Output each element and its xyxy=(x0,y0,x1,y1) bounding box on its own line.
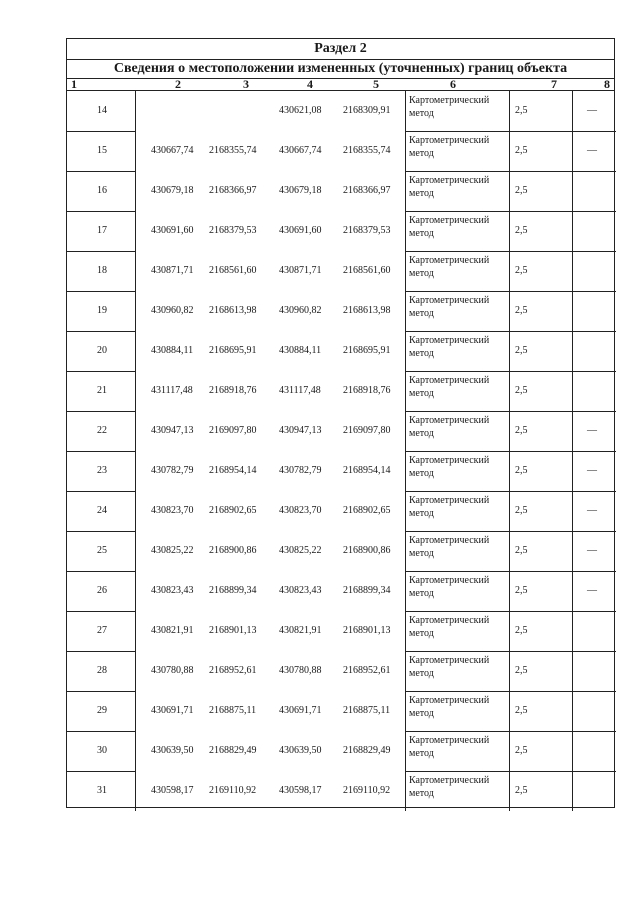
cell-y-refined: 2168954,14 xyxy=(343,465,391,476)
method-line-2: метод xyxy=(409,268,434,279)
row-divider xyxy=(67,731,135,732)
cell-y-refined: 2168902,65 xyxy=(343,505,391,516)
cell-method xyxy=(409,611,507,651)
cell-y-existing: 2168918,76 xyxy=(209,385,257,396)
table-body xyxy=(67,91,614,809)
row-divider xyxy=(67,451,135,452)
method-line-1: Картометрический xyxy=(409,735,490,746)
method-line-1: Картометрический xyxy=(409,215,490,226)
cell-method xyxy=(409,131,507,171)
method-line-1: Картометрический xyxy=(409,375,490,386)
cell-x-existing: 430780,88 xyxy=(151,665,194,676)
cell-x-refined: 430782,79 xyxy=(279,465,322,476)
row-divider xyxy=(405,171,616,172)
cell-description xyxy=(577,331,607,371)
cell-y-refined: 2168875,11 xyxy=(343,705,391,716)
cell-accuracy: 2,5 xyxy=(515,545,528,556)
cell-x-existing: 430679,18 xyxy=(151,185,194,196)
cell-accuracy: 2,5 xyxy=(515,625,528,636)
cell-x-refined: 430598,17 xyxy=(279,785,322,796)
table-row xyxy=(67,291,614,331)
cell-y-existing: 2168366,97 xyxy=(209,185,257,196)
method-line-2: метод xyxy=(409,508,434,519)
method-line-2: метод xyxy=(409,108,434,119)
cell-x-existing: 430960,82 xyxy=(151,305,194,316)
row-divider xyxy=(405,331,616,332)
cell-x-refined: 430823,43 xyxy=(279,585,322,596)
cell-description xyxy=(577,611,607,651)
cell-point-number: 22 xyxy=(97,425,107,436)
cell-x-existing: 430947,13 xyxy=(151,425,194,436)
row-divider xyxy=(405,691,616,692)
table-row xyxy=(67,171,614,211)
cell-y-existing: 2168829,49 xyxy=(209,745,257,756)
method-line-1: Картометрический xyxy=(409,535,490,546)
column-header-3: 3 xyxy=(243,77,249,91)
cell-x-refined: 430667,74 xyxy=(279,145,322,156)
cell-y-refined: 2168379,53 xyxy=(343,225,391,236)
cell-x-refined: 430947,13 xyxy=(279,425,322,436)
cell-description xyxy=(577,251,607,291)
table-row xyxy=(67,131,614,171)
cell-accuracy: 2,5 xyxy=(515,345,528,356)
method-line-1: Картометрический xyxy=(409,95,490,106)
method-line-2: метод xyxy=(409,148,434,159)
cell-y-refined: 2168918,76 xyxy=(343,385,391,396)
cell-y-refined: 2168561,60 xyxy=(343,265,391,276)
column-header-1: 1 xyxy=(71,77,77,91)
cell-description xyxy=(577,771,607,811)
cell-accuracy: 2,5 xyxy=(515,465,528,476)
cell-accuracy: 2,5 xyxy=(515,305,528,316)
row-divider xyxy=(405,371,616,372)
table-row xyxy=(67,651,614,691)
cell-y-refined: 2168900,86 xyxy=(343,545,391,556)
cell-method xyxy=(409,691,507,731)
method-line-1: Картометрический xyxy=(409,255,490,266)
cell-y-refined: 2168695,91 xyxy=(343,345,391,356)
cell-x-refined: 430823,70 xyxy=(279,505,322,516)
cell-point-number: 26 xyxy=(97,585,107,596)
cell-x-existing: 430823,43 xyxy=(151,585,194,596)
cell-accuracy: 2,5 xyxy=(515,505,528,516)
row-divider xyxy=(67,531,135,532)
cell-point-number: 24 xyxy=(97,505,107,516)
row-divider xyxy=(67,331,135,332)
cell-y-existing: 2168902,65 xyxy=(209,505,257,516)
cell-x-existing: 430871,71 xyxy=(151,265,194,276)
cell-accuracy: 2,5 xyxy=(515,785,528,796)
cell-y-existing: 2168695,91 xyxy=(209,345,257,356)
cell-accuracy: 2,5 xyxy=(515,425,528,436)
method-line-1: Картометрический xyxy=(409,615,490,626)
cell-y-existing: 2168952,61 xyxy=(209,665,257,676)
cell-description: — xyxy=(587,105,597,116)
cell-accuracy: 2,5 xyxy=(515,745,528,756)
cell-y-refined: 2168355,74 xyxy=(343,145,391,156)
column-divider xyxy=(135,91,136,811)
cell-y-existing: 2168875,11 xyxy=(209,705,257,716)
cell-x-existing: 430639,50 xyxy=(151,745,194,756)
cell-y-refined: 2168952,61 xyxy=(343,665,391,676)
cell-accuracy: 2,5 xyxy=(515,225,528,236)
coordinates-table xyxy=(66,38,615,808)
method-line-1: Картометрический xyxy=(409,135,490,146)
cell-point-number: 19 xyxy=(97,305,107,316)
table-row xyxy=(67,771,614,811)
cell-x-existing: 430667,74 xyxy=(151,145,194,156)
cell-y-existing: 2168900,86 xyxy=(209,545,257,556)
row-divider xyxy=(405,131,616,132)
cell-point-number: 27 xyxy=(97,625,107,636)
row-divider xyxy=(405,611,616,612)
method-line-1: Картометрический xyxy=(409,575,490,586)
cell-x-refined: 430884,11 xyxy=(279,345,322,356)
cell-x-refined: 430780,88 xyxy=(279,665,322,676)
cell-point-number: 18 xyxy=(97,265,107,276)
cell-y-refined: 2168901,13 xyxy=(343,625,391,636)
method-line-1: Картометрический xyxy=(409,775,490,786)
cell-method xyxy=(409,531,507,571)
cell-description: — xyxy=(587,585,597,596)
row-divider xyxy=(67,291,135,292)
table-row xyxy=(67,411,614,451)
cell-method xyxy=(409,491,507,531)
method-line-2: метод xyxy=(409,188,434,199)
cell-y-existing: 2168355,74 xyxy=(209,145,257,156)
table-row xyxy=(67,331,614,371)
cell-y-existing: 2169097,80 xyxy=(209,425,257,436)
cell-point-number: 20 xyxy=(97,345,107,356)
cell-method xyxy=(409,291,507,331)
cell-x-refined: 430821,91 xyxy=(279,625,322,636)
column-header-row xyxy=(67,78,614,91)
cell-x-existing: 430691,60 xyxy=(151,225,194,236)
cell-y-refined: 2168899,34 xyxy=(343,585,391,596)
method-line-1: Картометрический xyxy=(409,335,490,346)
row-divider xyxy=(67,691,135,692)
cell-method xyxy=(409,411,507,451)
row-divider xyxy=(67,131,135,132)
cell-method xyxy=(409,91,507,131)
cell-y-refined: 2168829,49 xyxy=(343,745,391,756)
cell-y-refined: 2169097,80 xyxy=(343,425,391,436)
cell-accuracy: 2,5 xyxy=(515,385,528,396)
cell-description: — xyxy=(587,145,597,156)
cell-x-refined: 430621,08 xyxy=(279,105,322,116)
row-divider xyxy=(67,371,135,372)
cell-x-refined: 430960,82 xyxy=(279,305,322,316)
row-divider xyxy=(67,611,135,612)
method-line-2: метод xyxy=(409,588,434,599)
row-divider xyxy=(67,411,135,412)
cell-y-existing: 2168901,13 xyxy=(209,625,257,636)
table-row xyxy=(67,491,614,531)
method-line-1: Картометрический xyxy=(409,655,490,666)
cell-y-existing: 2168561,60 xyxy=(209,265,257,276)
row-divider xyxy=(405,531,616,532)
method-line-2: метод xyxy=(409,748,434,759)
cell-x-refined: 430871,71 xyxy=(279,265,322,276)
cell-method xyxy=(409,371,507,411)
cell-point-number: 30 xyxy=(97,745,107,756)
cell-y-refined: 2169110,92 xyxy=(343,785,391,796)
cell-description: — xyxy=(587,505,597,516)
cell-method xyxy=(409,651,507,691)
cell-x-existing: 431117,48 xyxy=(151,385,193,396)
method-line-2: метод xyxy=(409,308,434,319)
cell-description xyxy=(577,651,607,691)
row-divider xyxy=(67,211,135,212)
cell-point-number: 28 xyxy=(97,665,107,676)
cell-method xyxy=(409,211,507,251)
cell-method xyxy=(409,331,507,371)
table-row xyxy=(67,211,614,251)
cell-x-refined: 430691,71 xyxy=(279,705,322,716)
method-line-1: Картометрический xyxy=(409,295,490,306)
cell-accuracy: 2,5 xyxy=(515,105,528,116)
method-line-2: метод xyxy=(409,348,434,359)
cell-x-existing: 430821,91 xyxy=(151,625,194,636)
column-header-7: 7 xyxy=(551,77,557,91)
cell-y-existing: 2168899,34 xyxy=(209,585,257,596)
table-row xyxy=(67,531,614,571)
cell-point-number: 25 xyxy=(97,545,107,556)
cell-accuracy: 2,5 xyxy=(515,185,528,196)
cell-accuracy: 2,5 xyxy=(515,585,528,596)
cell-method xyxy=(409,451,507,491)
cell-accuracy: 2,5 xyxy=(515,145,528,156)
cell-x-existing: 430598,17 xyxy=(151,785,194,796)
cell-description xyxy=(577,171,607,211)
cell-y-existing: 2168954,14 xyxy=(209,465,257,476)
row-divider xyxy=(67,171,135,172)
cell-description: — xyxy=(587,465,597,476)
column-header-6: 6 xyxy=(450,77,456,91)
cell-description: — xyxy=(587,545,597,556)
cell-x-refined: 430639,50 xyxy=(279,745,322,756)
method-line-1: Картометрический xyxy=(409,455,490,466)
row-divider xyxy=(405,211,616,212)
column-header-5: 5 xyxy=(373,77,379,91)
cell-accuracy: 2,5 xyxy=(515,705,528,716)
row-divider xyxy=(405,571,616,572)
method-line-2: метод xyxy=(409,228,434,239)
cell-description xyxy=(577,691,607,731)
cell-y-refined: 2168309,91 xyxy=(343,105,391,116)
cell-y-existing: 2168613,98 xyxy=(209,305,257,316)
cell-x-existing: 430782,79 xyxy=(151,465,194,476)
cell-y-refined: 2168366,97 xyxy=(343,185,391,196)
cell-method xyxy=(409,731,507,771)
method-line-2: метод xyxy=(409,708,434,719)
row-divider xyxy=(405,291,616,292)
table-row xyxy=(67,611,614,651)
cell-point-number: 21 xyxy=(97,385,107,396)
column-header-4: 4 xyxy=(307,77,313,91)
column-header-2: 2 xyxy=(175,77,181,91)
section-subtitle: Сведения о местоположении измененных (уточненных) границ объекта xyxy=(67,59,614,79)
method-line-1: Картометрический xyxy=(409,495,490,506)
method-line-2: метод xyxy=(409,388,434,399)
cell-y-existing: 2169110,92 xyxy=(209,785,257,796)
method-line-1: Картометрический xyxy=(409,415,490,426)
method-line-2: метод xyxy=(409,628,434,639)
row-divider xyxy=(67,771,135,772)
table-row xyxy=(67,691,614,731)
cell-point-number: 29 xyxy=(97,705,107,716)
table-row xyxy=(67,451,614,491)
cell-point-number: 31 xyxy=(97,785,107,796)
cell-accuracy: 2,5 xyxy=(515,265,528,276)
method-line-2: метод xyxy=(409,428,434,439)
cell-point-number: 15 xyxy=(97,145,107,156)
cell-point-number: 16 xyxy=(97,185,107,196)
table-row xyxy=(67,371,614,411)
cell-method xyxy=(409,771,507,811)
method-line-2: метод xyxy=(409,548,434,559)
method-line-2: метод xyxy=(409,468,434,479)
cell-method xyxy=(409,171,507,211)
cell-y-refined: 2168613,98 xyxy=(343,305,391,316)
method-line-2: метод xyxy=(409,668,434,679)
row-divider xyxy=(405,651,616,652)
method-line-2: метод xyxy=(409,788,434,799)
cell-x-existing: 430825,22 xyxy=(151,545,194,556)
cell-x-existing: 430884,11 xyxy=(151,345,194,356)
table-row xyxy=(67,731,614,771)
row-divider xyxy=(67,651,135,652)
row-divider xyxy=(67,491,135,492)
row-divider xyxy=(405,251,616,252)
cell-point-number: 17 xyxy=(97,225,107,236)
cell-description xyxy=(577,211,607,251)
table-row xyxy=(67,571,614,611)
cell-description xyxy=(577,371,607,411)
table-row xyxy=(67,251,614,291)
row-divider xyxy=(405,491,616,492)
cell-description xyxy=(577,731,607,771)
cell-x-refined: 431117,48 xyxy=(279,385,321,396)
row-divider xyxy=(405,731,616,732)
cell-point-number: 23 xyxy=(97,465,107,476)
cell-x-refined: 430679,18 xyxy=(279,185,322,196)
section-title: Раздел 2 xyxy=(67,39,614,60)
row-divider xyxy=(405,411,616,412)
cell-y-existing: 2168379,53 xyxy=(209,225,257,236)
cell-x-existing: 430691,71 xyxy=(151,705,194,716)
table-row xyxy=(67,91,614,131)
row-divider xyxy=(405,451,616,452)
row-divider xyxy=(67,571,135,572)
method-line-1: Картометрический xyxy=(409,175,490,186)
column-header-8: 8 xyxy=(604,77,610,91)
cell-x-existing: 430823,70 xyxy=(151,505,194,516)
cell-method xyxy=(409,571,507,611)
cell-x-refined: 430825,22 xyxy=(279,545,322,556)
cell-x-refined: 430691,60 xyxy=(279,225,322,236)
method-line-1: Картометрический xyxy=(409,695,490,706)
cell-description xyxy=(577,291,607,331)
row-divider xyxy=(405,771,616,772)
row-divider xyxy=(67,251,135,252)
cell-description: — xyxy=(587,425,597,436)
cell-accuracy: 2,5 xyxy=(515,665,528,676)
cell-point-number: 14 xyxy=(97,105,107,116)
cell-method xyxy=(409,251,507,291)
